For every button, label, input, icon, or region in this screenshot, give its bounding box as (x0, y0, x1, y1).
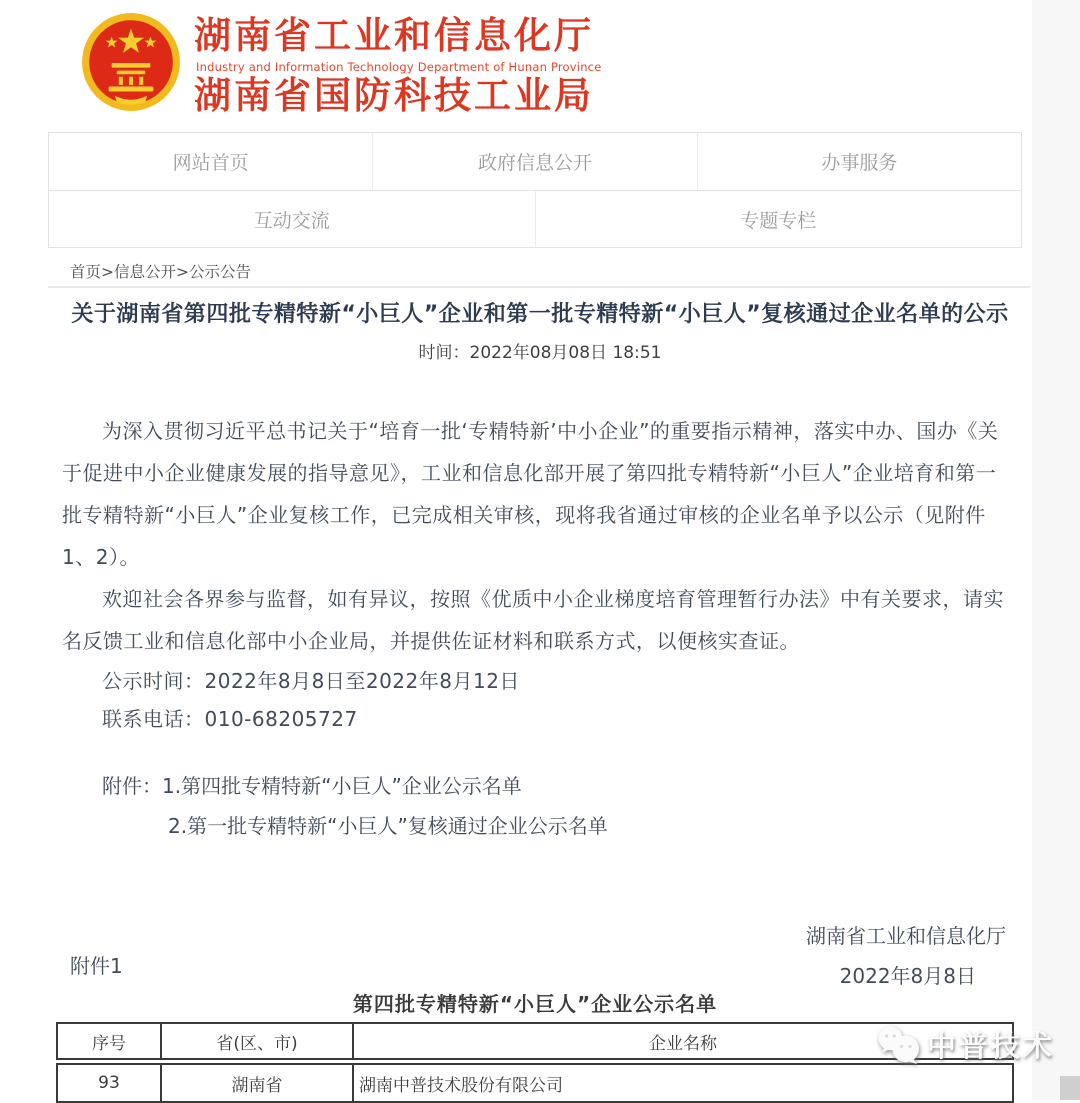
nav-item-special-columns[interactable]: 专题专栏 (535, 191, 1022, 247)
article-body (62, 410, 1014, 996)
nav-item-home[interactable]: 网站首页 (172, 152, 249, 174)
nav-item-interaction[interactable]: 互动交流 (253, 209, 330, 232)
national-emblem-logo (78, 10, 184, 116)
annex-table-title: 第四批专精特新“小巨人”企业公示名单 (352, 992, 718, 1016)
signer-org: 湖南省工业和信息化厅 (806, 924, 1006, 948)
page-margin (1032, 0, 1080, 1100)
annex-label: 附件1 (70, 954, 123, 978)
attachments-list (62, 766, 1014, 846)
paragraph-1: 为深入贯彻习近平总书记关于“培育一批‘专精特新’中小企业”的重要指示精神，落实中办、国办《关于促进中小企业健康发展的指导意见》，工业和信息化部开展了第四批专精特新“小巨人”企业培育和第一批专精特新“小巨人”企业复核工作，已完成相关审核，现将我省通过审核的企业名单予以公示（见附件1、2）。 (62, 419, 999, 569)
cell-index: 93 (98, 1073, 120, 1093)
cell-company: 湖南中普技术股份有限公司 (352, 1065, 1012, 1101)
nav-row-1 (49, 133, 1021, 190)
col-header-index: 序号 (92, 1033, 126, 1054)
watermark-text: 中普技术 (927, 1029, 1056, 1063)
col-header-company: 企业名称 (352, 1024, 1012, 1058)
signature-block (62, 916, 1014, 996)
nav-item-services[interactable]: 办事服务 (697, 133, 1021, 190)
article-title: 关于湖南省第四批专精特新“小巨人”企业和第一批专精特新“小巨人”复核通过企业名单的公示 (71, 302, 1009, 327)
nav-row-2 (49, 190, 1021, 247)
sign-date: 2022年8月8日 (839, 964, 976, 988)
corner-block (1060, 1076, 1080, 1100)
org-name-en: Industry and Information Technology Department of Hunan Province (196, 59, 602, 74)
org-titles (194, 10, 601, 116)
nav-item-gov-info[interactable]: 政府信息公开 (372, 133, 696, 190)
attachment-item-2[interactable]: 2.第一批专精特新“小巨人”复核通过企业公示名单 (168, 814, 608, 838)
org-name-cn-2: 湖南省国防科技工业局 (194, 73, 594, 117)
breadcrumb[interactable]: 首页>信息公开>公示公告 (70, 263, 251, 281)
paragraph-2: 欢迎社会各界参与监督，如有异议，按照《优质中小企业梯度培育管理暂行办法》中有关要求，请实名反馈工业和信息化部中小企业局，并提供佐证材料和联系方式，以便核实查证。 (62, 587, 1004, 653)
org-name-cn-1: 湖南省工业和信息化厅 (194, 14, 594, 57)
table-row (56, 1063, 1014, 1103)
publicity-period: 公示时间：2022年8月8日至2022年8月12日 (102, 669, 520, 693)
col-header-province: 省(区、市) (160, 1024, 352, 1058)
article-timestamp: 时间：2022年08月08日 18:51 (418, 343, 662, 363)
main-navbar (48, 132, 1022, 248)
table-header-row (56, 1022, 1014, 1060)
annex-table (56, 1022, 1014, 1103)
divider (48, 286, 1030, 288)
cell-province: 湖南省 (160, 1065, 352, 1101)
attachment-item-1[interactable]: 附件：1.第四批专精特新“小巨人”企业公示名单 (102, 774, 522, 798)
site-header (78, 10, 601, 116)
contact-phone: 联系电话：010-68205727 (102, 707, 358, 731)
